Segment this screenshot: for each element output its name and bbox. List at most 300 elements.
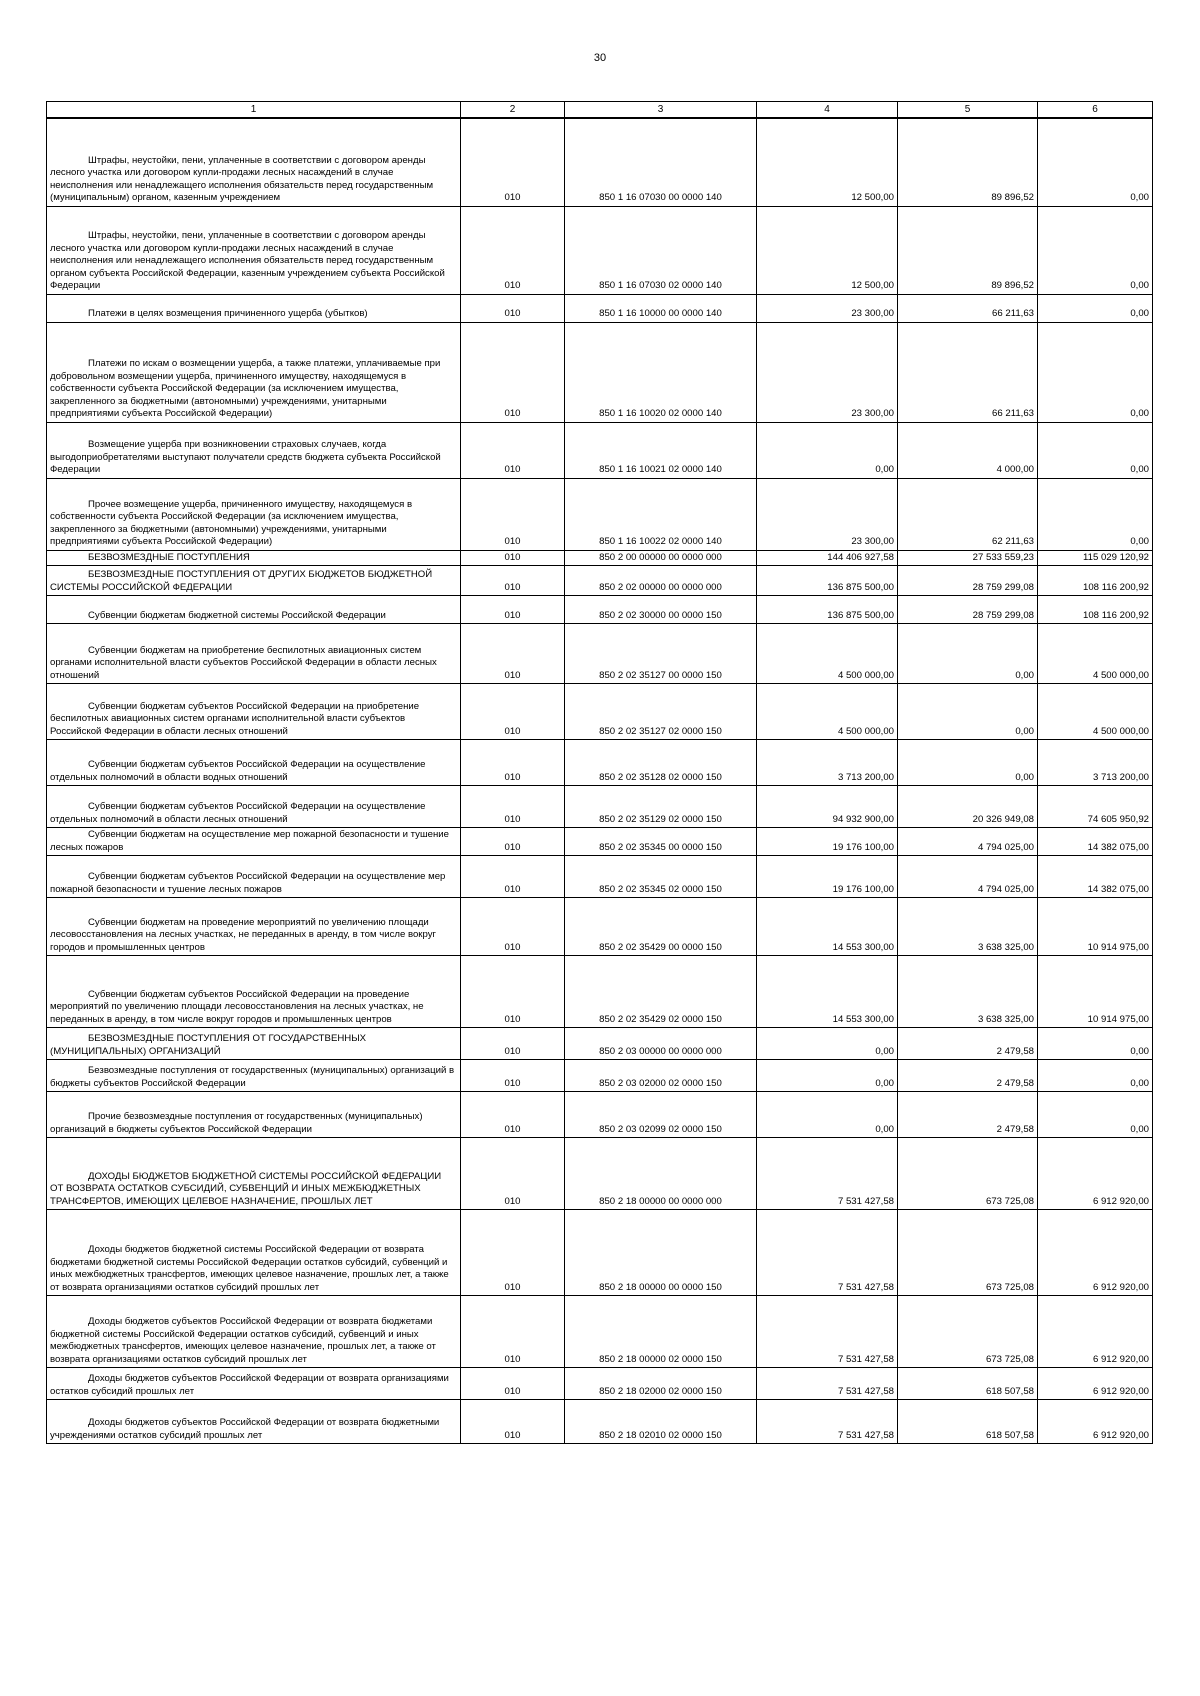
row-executed-cell	[898, 294, 1038, 322]
table-row	[47, 1367, 1153, 1399]
row-income-code-text: 850 2 18 00000 02 0000 150	[599, 1353, 722, 1365]
row-income-code-text: 850 2 02 35429 00 0000 150	[599, 941, 722, 953]
row-name-cell	[47, 118, 461, 206]
row-income-code-text: 850 2 18 02010 02 0000 150	[599, 1429, 722, 1441]
row-executed-cell	[898, 785, 1038, 827]
row-unexecuted-text: 0,00	[1130, 408, 1149, 420]
table-row	[47, 683, 1153, 739]
row-name-cell	[47, 785, 461, 827]
row-line-code-text: 010	[504, 941, 521, 953]
row-name-cell	[47, 294, 461, 322]
table-row	[47, 1091, 1153, 1137]
row-executed-cell	[898, 422, 1038, 478]
row-unexecuted-cell	[1038, 623, 1153, 683]
row-income-code-text: 850 2 03 02099 02 0000 150	[599, 1123, 722, 1135]
row-line-code-cell	[461, 550, 565, 565]
row-approved-text: 14 553 300,00	[832, 1013, 894, 1025]
row-executed-text: 62 211,63	[992, 536, 1034, 548]
row-income-code-cell	[565, 683, 757, 739]
row-income-code-cell	[565, 1091, 757, 1137]
row-approved-text: 4 500 000,00	[837, 669, 894, 681]
table-row	[47, 478, 1153, 550]
table-row	[47, 623, 1153, 683]
row-executed-text: 3 638 325,00	[977, 941, 1034, 953]
row-line-code-text: 010	[504, 551, 521, 563]
row-approved-text: 7 531 427,58	[837, 1429, 894, 1441]
row-name-cell	[47, 1367, 461, 1399]
row-line-code-text: 010	[504, 1281, 521, 1293]
row-approved-text: 136 875 500,00	[827, 581, 894, 593]
table-row	[47, 322, 1153, 422]
row-line-code-text: 010	[504, 883, 521, 895]
row-executed-cell	[898, 1027, 1038, 1059]
row-unexecuted-text: 14 382 075,00	[1087, 883, 1149, 895]
row-unexecuted-cell	[1038, 955, 1153, 1027]
row-name-text: Штрафы, неустойки, пени, уплаченные в соответствии с договором аренды лесного участка или договором купли-продажи лесных насаждений в случае неисполнения или ненадлежащего исполнения обязательств перед государственным (муниципальным) органом, казенным учреждением	[50, 154, 434, 204]
row-name-text: Прочие безвозмездные поступления от государственных (муниципальных) организаций в бюджеты субъектов Российской Федерации	[50, 1111, 423, 1135]
row-unexecuted-text: 0,00	[1130, 1077, 1149, 1089]
row-unexecuted-cell	[1038, 322, 1153, 422]
row-name-text: Доходы бюджетов субъектов Российской Федерации от возврата организациями остатков субсидий прошлых лет	[50, 1373, 449, 1397]
row-income-code-text: 850 2 03 02000 02 0000 150	[599, 1077, 722, 1089]
row-line-code-cell	[461, 1367, 565, 1399]
row-line-code-cell	[461, 897, 565, 955]
table-row	[47, 785, 1153, 827]
row-line-code-text: 010	[504, 841, 521, 853]
row-approved-text: 144 406 927,58	[827, 551, 894, 563]
row-income-code-text: 850 2 02 35129 02 0000 150	[599, 813, 722, 825]
row-income-code-cell	[565, 739, 757, 785]
table-row	[47, 739, 1153, 785]
row-approved-cell	[757, 595, 898, 623]
table-row	[47, 1399, 1153, 1443]
row-executed-text: 618 507,58	[985, 1385, 1034, 1397]
row-executed-text: 673 725,08	[985, 1281, 1034, 1293]
row-unexecuted-cell	[1038, 1059, 1153, 1091]
row-approved-text: 14 553 300,00	[832, 941, 894, 953]
row-line-code-text: 010	[504, 464, 521, 476]
row-name-text: Субвенции бюджетам на осуществление мер пожарной безопасности и тушение лесных пожаров	[50, 829, 449, 853]
row-line-code-cell	[461, 1059, 565, 1091]
row-unexecuted-cell	[1038, 294, 1153, 322]
row-approved-text: 12 500,00	[851, 192, 894, 204]
table-row	[47, 1137, 1153, 1209]
row-income-code-cell	[565, 565, 757, 595]
row-unexecuted-text: 0,00	[1130, 464, 1149, 476]
row-name-text: Штрафы, неустойки, пени, уплаченные в соответствии с договором аренды лесного участка или договором купли-продажи лесных насаждений в случае неисполнения или ненадлежащего исполнения обязательств перед государственным органом субъекта Российской Федерации, казенным учреждением субъекта Российской Федерации	[50, 230, 445, 292]
row-name-text: Доходы бюджетов субъектов Российской Федерации от возврата бюджетными учреждениями остатков субсидий прошлых лет	[50, 1417, 440, 1441]
row-income-code-text: 850 1 16 10022 02 0000 140	[599, 536, 722, 548]
row-income-code-text: 850 2 02 35127 02 0000 150	[599, 725, 722, 737]
row-approved-cell	[757, 827, 898, 855]
row-income-code-cell	[565, 1209, 757, 1295]
row-unexecuted-cell	[1038, 422, 1153, 478]
row-executed-text: 4 794 025,00	[977, 841, 1034, 853]
row-name-cell	[47, 1059, 461, 1091]
row-approved-text: 0,00	[875, 1045, 894, 1057]
row-income-code-text: 850 2 02 00000 00 0000 000	[599, 581, 722, 593]
table-row	[47, 855, 1153, 897]
table-row	[47, 1027, 1153, 1059]
row-line-code-text: 010	[504, 1385, 521, 1397]
row-approved-cell	[757, 1137, 898, 1209]
row-line-code-text: 010	[504, 1429, 521, 1441]
row-unexecuted-text: 0,00	[1130, 280, 1149, 292]
row-income-code-cell	[565, 1137, 757, 1209]
row-approved-text: 0,00	[875, 464, 894, 476]
row-approved-cell	[757, 1027, 898, 1059]
row-name-cell	[47, 550, 461, 565]
row-unexecuted-text: 4 500 000,00	[1092, 669, 1149, 681]
row-income-code-text: 850 2 02 35127 00 0000 150	[599, 669, 722, 681]
table-body	[47, 118, 1153, 1443]
row-line-code-text: 010	[504, 1195, 521, 1207]
row-income-code-text: 850 2 02 35345 00 0000 150	[599, 841, 722, 853]
row-income-code-cell	[565, 1027, 757, 1059]
row-line-code-text: 010	[504, 280, 521, 292]
table-row	[47, 827, 1153, 855]
row-income-code-cell	[565, 118, 757, 206]
row-approved-text: 0,00	[875, 1077, 894, 1089]
page-number: 30	[593, 52, 607, 64]
row-name-cell	[47, 955, 461, 1027]
row-approved-text: 19 176 100,00	[832, 841, 894, 853]
row-income-code-cell	[565, 322, 757, 422]
row-executed-text: 0,00	[1015, 725, 1034, 737]
column-header-4: 4	[757, 102, 898, 119]
row-approved-cell	[757, 1399, 898, 1443]
table-row	[47, 294, 1153, 322]
row-executed-text: 66 211,63	[992, 408, 1034, 420]
row-approved-cell	[757, 623, 898, 683]
row-line-code-cell	[461, 565, 565, 595]
row-executed-cell	[898, 550, 1038, 565]
row-executed-cell	[898, 623, 1038, 683]
row-name-cell	[47, 739, 461, 785]
row-unexecuted-text: 6 912 920,00	[1092, 1195, 1149, 1207]
row-unexecuted-cell	[1038, 1209, 1153, 1295]
row-name-cell	[47, 322, 461, 422]
row-unexecuted-text: 115 029 120,92	[1083, 551, 1149, 563]
row-executed-cell	[898, 855, 1038, 897]
row-unexecuted-cell	[1038, 1367, 1153, 1399]
row-line-code-cell	[461, 1209, 565, 1295]
row-unexecuted-text: 108 116 200,92	[1083, 581, 1149, 593]
row-line-code-cell	[461, 683, 565, 739]
row-line-code-cell	[461, 785, 565, 827]
row-unexecuted-cell	[1038, 855, 1153, 897]
row-approved-cell	[757, 322, 898, 422]
row-unexecuted-cell	[1038, 1137, 1153, 1209]
row-line-code-cell	[461, 1091, 565, 1137]
row-executed-cell	[898, 478, 1038, 550]
row-approved-cell	[757, 294, 898, 322]
table-row	[47, 206, 1153, 294]
row-unexecuted-cell	[1038, 785, 1153, 827]
row-line-code-cell	[461, 478, 565, 550]
row-executed-text: 4 794 025,00	[977, 883, 1034, 895]
row-name-cell	[47, 1295, 461, 1367]
row-approved-cell	[757, 855, 898, 897]
row-unexecuted-cell	[1038, 683, 1153, 739]
row-line-code-text: 010	[504, 536, 521, 548]
row-unexecuted-cell	[1038, 118, 1153, 206]
row-line-code-cell	[461, 1027, 565, 1059]
row-approved-text: 0,00	[875, 1123, 894, 1135]
row-unexecuted-cell	[1038, 827, 1153, 855]
row-approved-text: 7 531 427,58	[837, 1195, 894, 1207]
row-income-code-cell	[565, 1059, 757, 1091]
row-unexecuted-cell	[1038, 206, 1153, 294]
income-report-table	[46, 101, 1153, 1444]
row-executed-text: 3 638 325,00	[977, 1013, 1034, 1025]
row-executed-text: 0,00	[1015, 771, 1034, 783]
row-name-cell	[47, 855, 461, 897]
row-name-text: Субвенции бюджетам субъектов Российской Федерации на осуществление отдельных полномочий в области водных отношений	[50, 759, 426, 783]
row-name-text: Платежи по искам о возмещении ущерба, а также платежи, уплачиваемые при добровольном возмещении ущерба, причиненного имуществу, находящемуся в собственности субъекта Российской Федерации (за исключением имущества, закрепленного за бюджетными (автономными) учреждениями, унитарными предприятиями субъекта Российской Федерации)	[50, 358, 441, 420]
row-approved-cell	[757, 785, 898, 827]
row-approved-cell	[757, 1091, 898, 1137]
row-line-code-text: 010	[504, 192, 521, 204]
row-executed-text: 89 896,52	[991, 192, 1034, 204]
row-income-code-text: 850 1 16 07030 00 0000 140	[599, 192, 722, 204]
row-income-code-text: 850 1 16 10020 02 0000 140	[599, 408, 722, 420]
row-approved-cell	[757, 897, 898, 955]
row-unexecuted-cell	[1038, 739, 1153, 785]
row-income-code-cell	[565, 855, 757, 897]
row-line-code-cell	[461, 294, 565, 322]
row-unexecuted-text: 6 912 920,00	[1092, 1281, 1149, 1293]
row-approved-cell	[757, 1059, 898, 1091]
row-income-code-cell	[565, 595, 757, 623]
table-row	[47, 1209, 1153, 1295]
row-executed-cell	[898, 827, 1038, 855]
row-unexecuted-text: 0,00	[1130, 192, 1149, 204]
row-name-text: Субвенции бюджетам субъектов Российской Федерации на осуществление мер пожарной безопасности и тушение лесных пожаров	[50, 871, 446, 895]
row-name-cell	[47, 1091, 461, 1137]
row-name-text: ДОХОДЫ БЮДЖЕТОВ БЮДЖЕТНОЙ СИСТЕМЫ РОССИЙСКОЙ ФЕДЕРАЦИИ ОТ ВОЗВРАТА ОСТАТКОВ СУБСИДИЙ, СУБВЕНЦИЙ И ИНЫХ МЕЖБЮДЖЕТНЫХ ТРАНСФЕРТОВ, ИМЕЮЩИХ ЦЕЛЕВОЕ НАЗНАЧЕНИЕ, ПРОШЛЫХ ЛЕТ	[50, 1170, 442, 1207]
row-unexecuted-text: 3 713 200,00	[1092, 771, 1149, 783]
row-line-code-text: 010	[504, 669, 521, 681]
row-name-text: Доходы бюджетов субъектов Российской Федерации от возврата бюджетами бюджетной системы Российской Федерации остатков субсидий, субвенций и иных межбюджетных трансфертов, имеющих целевое назначение, прошлых лет, а также от возврата организациями остатков субсидий прошлых лет	[50, 1316, 436, 1365]
row-executed-cell	[898, 1295, 1038, 1367]
row-unexecuted-text: 0,00	[1130, 1123, 1149, 1135]
row-approved-cell	[757, 422, 898, 478]
row-income-code-cell	[565, 1399, 757, 1443]
row-approved-text: 4 500 000,00	[837, 725, 894, 737]
row-line-code-text: 010	[504, 771, 521, 783]
row-approved-text: 3 713 200,00	[837, 771, 894, 783]
row-executed-text: 0,00	[1015, 669, 1034, 681]
row-line-code-cell	[461, 623, 565, 683]
row-approved-text: 7 531 427,58	[837, 1385, 894, 1397]
row-executed-cell	[898, 1091, 1038, 1137]
row-executed-text: 20 326 949,08	[972, 813, 1034, 825]
row-approved-text: 23 300,00	[851, 308, 894, 320]
row-income-code-text: 850 2 02 35128 02 0000 150	[599, 771, 722, 783]
row-executed-text: 2 479,58	[996, 1077, 1034, 1089]
row-name-text: Платежи в целях возмещения причиненного ущерба (убытков)	[88, 308, 368, 320]
row-approved-cell	[757, 565, 898, 595]
row-line-code-cell	[461, 1399, 565, 1443]
row-name-cell	[47, 565, 461, 595]
row-executed-text: 89 896,52	[991, 280, 1034, 292]
row-approved-cell	[757, 1209, 898, 1295]
row-executed-cell	[898, 118, 1038, 206]
row-approved-cell	[757, 206, 898, 294]
row-approved-text: 23 300,00	[851, 408, 894, 420]
row-approved-cell	[757, 739, 898, 785]
row-line-code-cell	[461, 595, 565, 623]
row-income-code-text: 850 1 16 10021 02 0000 140	[599, 464, 722, 476]
row-income-code-cell	[565, 294, 757, 322]
row-approved-cell	[757, 1295, 898, 1367]
row-line-code-text: 010	[504, 1353, 521, 1365]
row-income-code-text: 850 1 16 07030 02 0000 140	[599, 280, 722, 292]
row-income-code-text: 850 2 00 00000 00 0000 000	[599, 551, 722, 563]
row-line-code-cell	[461, 1295, 565, 1367]
row-name-text: Возмещение ущерба при возникновении страховых случаев, когда выгодоприобретателями выступают получатели средств бюджета субъекта Российской Федерации	[50, 439, 441, 476]
row-approved-cell	[757, 550, 898, 565]
row-executed-cell	[898, 683, 1038, 739]
row-name-cell	[47, 478, 461, 550]
row-approved-text: 23 300,00	[851, 536, 894, 548]
row-name-text: Субвенции бюджетам субъектов Российской Федерации на приобретение беспилотных авиационных систем органами исполнительной власти субъектов Российской Федерации в области лесных отношений	[50, 700, 420, 737]
row-name-text: БЕЗВОЗМЕЗДНЫЕ ПОСТУПЛЕНИЯ	[88, 551, 250, 563]
row-unexecuted-cell	[1038, 1091, 1153, 1137]
row-name-cell	[47, 1137, 461, 1209]
row-unexecuted-cell	[1038, 1027, 1153, 1059]
row-income-code-cell	[565, 623, 757, 683]
row-line-code-text: 010	[504, 725, 521, 737]
row-income-code-cell	[565, 206, 757, 294]
table-row	[47, 595, 1153, 623]
row-income-code-text: 850 2 02 35345 02 0000 150	[599, 883, 722, 895]
row-line-code-cell	[461, 322, 565, 422]
row-name-cell	[47, 206, 461, 294]
row-income-code-cell	[565, 422, 757, 478]
row-approved-cell	[757, 478, 898, 550]
row-executed-cell	[898, 206, 1038, 294]
row-unexecuted-text: 0,00	[1130, 1045, 1149, 1057]
row-name-cell	[47, 623, 461, 683]
row-executed-cell	[898, 322, 1038, 422]
row-line-code-text: 010	[504, 581, 521, 593]
row-name-cell	[47, 1399, 461, 1443]
row-line-code-cell	[461, 1137, 565, 1209]
column-header-3: 3	[565, 102, 757, 119]
row-name-text: Субвенции бюджетам на приобретение беспилотных авиационных систем органами исполнительной власти субъектов Российской Федерации в области лесных отношений	[50, 644, 437, 681]
row-executed-text: 2 479,58	[996, 1045, 1034, 1057]
row-line-code-text: 010	[504, 1045, 521, 1057]
row-name-text: Субвенции бюджетам субъектов Российской Федерации на осуществление отдельных полномочий в области лесных отношений	[50, 801, 426, 825]
column-header-1: 1	[47, 102, 461, 119]
row-unexecuted-text: 10 914 975,00	[1087, 1013, 1149, 1025]
row-executed-text: 618 507,58	[985, 1429, 1034, 1441]
row-unexecuted-text: 74 605 950,92	[1087, 813, 1149, 825]
row-unexecuted-text: 6 912 920,00	[1092, 1429, 1149, 1441]
row-executed-cell	[898, 1209, 1038, 1295]
row-line-code-text: 010	[504, 1123, 521, 1135]
row-line-code-cell	[461, 855, 565, 897]
row-line-code-text: 010	[504, 609, 521, 621]
row-line-code-cell	[461, 206, 565, 294]
row-approved-text: 136 875 500,00	[827, 609, 894, 621]
row-name-text: БЕЗВОЗМЕЗДНЫЕ ПОСТУПЛЕНИЯ ОТ ДРУГИХ БЮДЖЕТОВ БЮДЖЕТНОЙ СИСТЕМЫ РОССИЙСКОЙ ФЕДЕРАЦИИ	[50, 569, 433, 593]
row-executed-text: 27 533 559,23	[972, 551, 1034, 563]
column-number-row	[47, 102, 1153, 119]
row-line-code-text: 010	[504, 1013, 521, 1025]
table-row	[47, 550, 1153, 565]
row-name-cell	[47, 595, 461, 623]
row-name-text: Субвенции бюджетам субъектов Российской Федерации на проведение мероприятий по увеличению площади лесовосстановления на лесных участках, не переданных в аренду, в том числе вокруг городов и промышленных центров	[50, 988, 424, 1025]
row-income-code-text: 850 2 18 02000 02 0000 150	[599, 1385, 722, 1397]
row-approved-text: 12 500,00	[851, 280, 894, 292]
column-header-5: 5	[898, 102, 1038, 119]
row-name-text: Безвозмездные поступления от государственных (муниципальных) организаций в бюджеты субъектов Российской Федерации	[50, 1065, 455, 1089]
row-name-text: Прочее возмещение ущерба, причиненного имуществу, находящемуся в собственности субъекта Российской Федерации (за исключением имущества, закрепленного за бюджетными (автономными) учреждениями, унитарными предприятиями субъекта Российской Федерации)	[50, 498, 413, 548]
row-unexecuted-text: 4 500 000,00	[1092, 725, 1149, 737]
row-unexecuted-cell	[1038, 478, 1153, 550]
row-executed-cell	[898, 595, 1038, 623]
row-unexecuted-text: 0,00	[1130, 536, 1149, 548]
row-name-cell	[47, 422, 461, 478]
row-approved-text: 7 531 427,58	[837, 1281, 894, 1293]
row-income-code-text: 850 2 18 00000 00 0000 150	[599, 1281, 722, 1293]
row-line-code-text: 010	[504, 308, 521, 320]
row-approved-cell	[757, 1367, 898, 1399]
column-header-6: 6	[1038, 102, 1153, 119]
row-line-code-cell	[461, 118, 565, 206]
row-income-code-text: 850 2 03 00000 00 0000 000	[599, 1045, 722, 1057]
row-executed-text: 2 479,58	[996, 1123, 1034, 1135]
row-name-text: БЕЗВОЗМЕЗДНЫЕ ПОСТУПЛЕНИЯ ОТ ГОСУДАРСТВЕННЫХ (МУНИЦИПАЛЬНЫХ) ОРГАНИЗАЦИЙ	[50, 1033, 367, 1057]
row-name-cell	[47, 827, 461, 855]
row-executed-text: 66 211,63	[992, 308, 1034, 320]
row-executed-cell	[898, 565, 1038, 595]
row-income-code-cell	[565, 1367, 757, 1399]
table-row	[47, 422, 1153, 478]
row-unexecuted-cell	[1038, 550, 1153, 565]
row-line-code-cell	[461, 739, 565, 785]
row-unexecuted-text: 6 912 920,00	[1092, 1385, 1149, 1397]
row-executed-text: 673 725,08	[985, 1353, 1034, 1365]
row-executed-cell	[898, 1399, 1038, 1443]
row-unexecuted-cell	[1038, 1399, 1153, 1443]
row-income-code-text: 850 2 18 00000 00 0000 000	[599, 1195, 722, 1207]
row-line-code-text: 010	[504, 813, 521, 825]
row-unexecuted-text: 108 116 200,92	[1083, 609, 1149, 621]
row-executed-cell	[898, 1137, 1038, 1209]
row-name-text: Субвенции бюджетам на проведение мероприятий по увеличению площади лесовосстановления на лесных участках, не переданных в аренду, в том числе вокруг городов и промышленных центров	[50, 916, 437, 953]
row-income-code-text: 850 2 02 35429 02 0000 150	[599, 1013, 722, 1025]
row-unexecuted-text: 0,00	[1130, 308, 1149, 320]
row-income-code-text: 850 2 02 30000 00 0000 150	[599, 609, 722, 621]
row-line-code-cell	[461, 422, 565, 478]
row-unexecuted-cell	[1038, 595, 1153, 623]
row-unexecuted-text: 6 912 920,00	[1092, 1353, 1149, 1365]
row-approved-text: 19 176 100,00	[832, 883, 894, 895]
row-income-code-cell	[565, 550, 757, 565]
row-income-code-cell	[565, 1295, 757, 1367]
row-income-code-text: 850 1 16 10000 00 0000 140	[599, 308, 722, 320]
row-line-code-cell	[461, 955, 565, 1027]
row-unexecuted-text: 10 914 975,00	[1087, 941, 1149, 953]
row-unexecuted-cell	[1038, 897, 1153, 955]
row-income-code-cell	[565, 827, 757, 855]
row-income-code-cell	[565, 785, 757, 827]
row-income-code-cell	[565, 897, 757, 955]
